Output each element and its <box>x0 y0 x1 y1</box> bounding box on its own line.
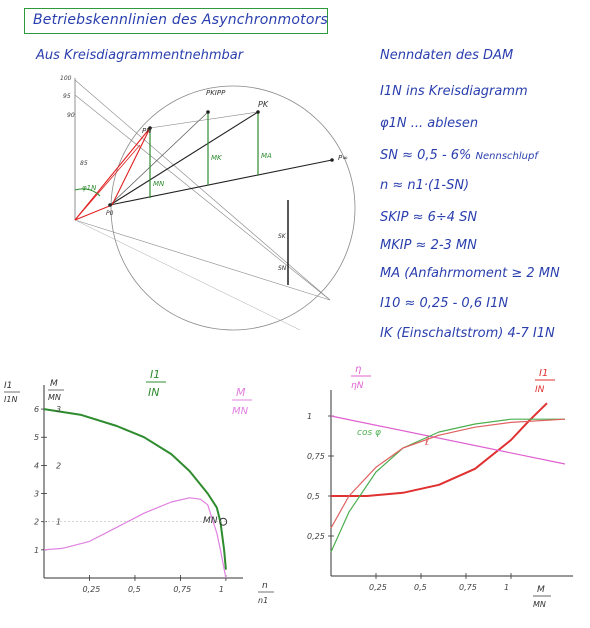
label-pk: PK <box>258 100 269 109</box>
left-ylabel1-num: I1 <box>4 381 13 391</box>
note-mkip: MKIP ≈ 2-3 MN <box>380 238 477 253</box>
right-cos-label: cos φ <box>357 428 381 438</box>
tick-85: 85 <box>80 160 88 167</box>
right-x-tick-label: 0,5 <box>414 583 427 592</box>
page-subtitle: Aus Kreisdiagrammentnehmbar <box>36 48 244 63</box>
label-sk: SK <box>278 233 286 240</box>
tick-100: 100 <box>60 75 72 82</box>
left-y-tick-label: 6 <box>34 405 40 415</box>
label-mn: MN <box>153 180 165 188</box>
right-x-tick-label: 0,25 <box>369 583 387 592</box>
right-y-tick-label: 0,25 <box>307 532 325 541</box>
right-ylabel-num: η <box>355 364 362 375</box>
left-y-tick-label: 2 <box>34 517 40 527</box>
pinf-point <box>330 158 334 162</box>
note-phi1n: φ1N ... ablesen <box>380 116 479 131</box>
left-chart <box>0 360 295 628</box>
current-triangle <box>75 128 150 220</box>
left-ylabel2-num: M <box>50 379 58 389</box>
left-y2-tick-label: 1 <box>56 517 62 527</box>
right-legend-i-den: IN <box>535 385 545 395</box>
page-title: Betriebskennlinien des Asynchronmotors <box>33 12 329 28</box>
current-vector <box>75 145 140 220</box>
label-mk: MK <box>211 154 222 162</box>
left-legend-i-num: I1 <box>150 368 161 381</box>
left-x-tick-label: 0,75 <box>173 585 192 594</box>
line-pn-pk <box>150 112 258 128</box>
right-y-tick-label: 0,5 <box>307 492 320 501</box>
line-p0-pk <box>110 112 258 205</box>
left-series-line <box>44 498 226 578</box>
left-y-tick-label: 4 <box>34 461 40 471</box>
right-y-tick-label: 1 <box>307 412 313 421</box>
label-pinf: P∞ <box>338 154 349 162</box>
left-x-tick-label: 0,5 <box>127 585 141 594</box>
left-legend-m-num: M <box>236 386 246 399</box>
note-nennschlupf: Nennschlupf <box>475 151 538 162</box>
left-y-tick-label: 3 <box>34 489 40 499</box>
note-ik: IK (Einschaltstrom) 4-7 I1N <box>380 326 555 341</box>
label-phi1n: φ1N <box>82 184 97 192</box>
left-y2-tick-label: 2 <box>56 461 62 471</box>
note-n: n ≈ n1·(1-SN) <box>380 178 470 193</box>
right-x-tick-label: 1 <box>504 583 510 592</box>
left-xlabel-num: n <box>262 581 268 591</box>
p0-point <box>108 203 112 207</box>
ray-3 <box>75 220 330 300</box>
line-p0-pinf <box>110 160 332 205</box>
left-x-tick-label: 0,25 <box>82 585 101 594</box>
note-i10: I10 ≈ 0,25 - 0,6 I1N <box>380 296 509 311</box>
left-point-label: MN <box>203 516 218 526</box>
label-ma: MA <box>261 152 272 160</box>
ray-1 <box>75 80 330 300</box>
right-series-line <box>331 419 565 552</box>
right-legend-i-num: I1 <box>539 368 549 379</box>
right-eta-label: ℓ <box>425 435 430 448</box>
tick-90: 90 <box>67 112 75 119</box>
right-xlabel-den: MN <box>533 600 546 609</box>
ray-2 <box>75 95 330 300</box>
ray-4 <box>75 220 300 330</box>
left-y-tick-label: 5 <box>34 433 40 443</box>
left-legend-m-den: MN <box>232 406 249 417</box>
left-y2-tick-label: 3 <box>56 405 62 415</box>
right-series-line <box>331 416 565 464</box>
left-legend-i-den: IN <box>148 386 160 399</box>
left-x-tick-label: 1 <box>218 585 224 594</box>
note-ma: MA (Anfahrmoment ≥ 2 MN <box>380 266 560 281</box>
left-y-tick-label: 1 <box>34 545 40 555</box>
label-pn: PN <box>142 127 152 135</box>
pk-point <box>256 110 260 114</box>
right-chart <box>295 360 590 628</box>
note-nenndaten: Nenndaten des DAM <box>380 48 514 63</box>
right-x-tick-label: 0,75 <box>459 583 477 592</box>
note-skip: SKIP ≈ 6÷4 SN <box>380 210 478 225</box>
left-ylabel1-den: I1N <box>4 395 18 404</box>
current-circle <box>111 86 355 330</box>
label-pkipp: PKIPP <box>206 89 226 97</box>
right-xlabel-num: M <box>537 585 545 595</box>
right-series-line <box>331 403 547 496</box>
note-i1n: I1N ins Kreisdiagramm <box>380 84 528 99</box>
left-ylabel2-den: MN <box>48 393 61 402</box>
note-sn-text: SN ≈ 0,5 - 6% <box>380 148 472 163</box>
label-sn: SN <box>278 265 287 272</box>
pkipp-point <box>206 110 210 114</box>
right-ylabel-den: ηN <box>351 381 364 391</box>
label-p0: P0 <box>106 210 114 217</box>
right-y-tick-label: 0,75 <box>307 452 325 461</box>
tick-95: 95 <box>63 93 71 100</box>
left-xlabel-den: n1 <box>258 596 269 605</box>
